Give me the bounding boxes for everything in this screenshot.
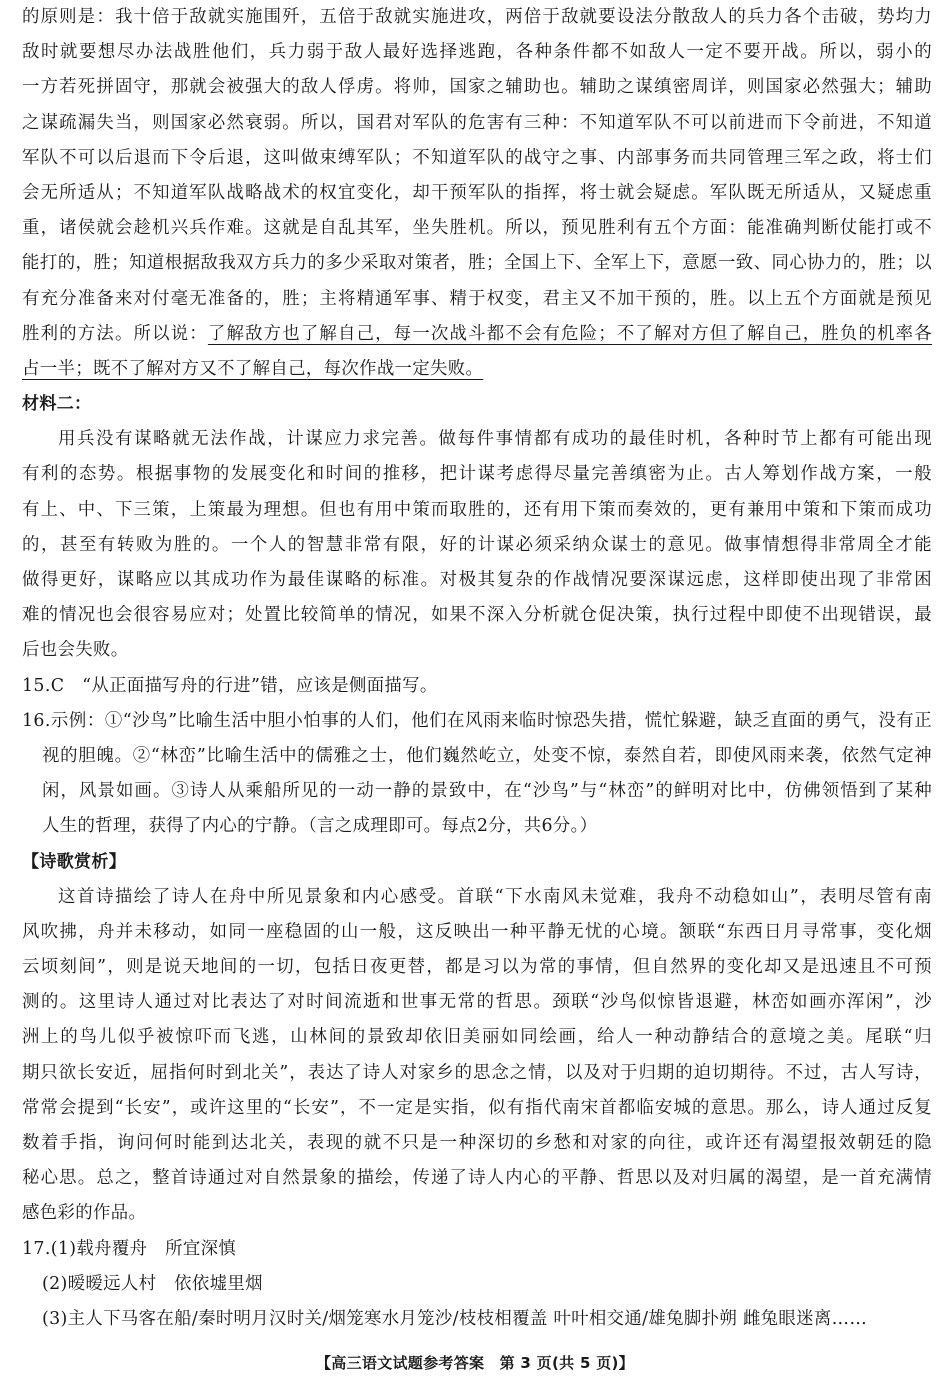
text-line: 的原则是：我十倍于敌就实施围歼，五倍于敌就实施进攻，两倍于敌就要设法分散敌人的兵力各个击破，势均力 [22, 7, 932, 27]
text-line: 军队不可以后退而下令后退，这叫做束缚军队；不知道军队的战守之事、内部事务而共同管理三军之政，将士们 [22, 147, 932, 168]
answer-item: (3)主人下马客在船/秦时明月汉时关/烟笼寒水月笼沙/枝枝相覆盖 叶叶相交通/雄兔脚扑朔 雌兔眼迷离…… [42, 1308, 868, 1329]
text-line [22, 317, 932, 352]
question-17-answer [22, 1232, 932, 1338]
text-line: 常常会提到“长安”，或许这里的“长安”，不一定是实指，似有指代南宋首都临安城的意思。那么，诗人通过反复 [22, 1097, 932, 1118]
question-15-answer: 15.C “从正面描写舟的行进”错，应该是侧面描写。 [22, 675, 438, 696]
section-heading: 【诗歌赏析】 [22, 851, 127, 872]
page-footer: 【高三语文试题参考答案 第 3 页(共 5 页)】 [316, 1354, 634, 1372]
poetry-analysis-section [22, 845, 932, 1232]
text-line: 闲，风景如画。③诗人从乘船所见的一动一静的景致中，在“沙鸟”与“林峦”的鲜明对比中，仿佛领悟到了某种 [42, 781, 932, 802]
question-16-answer [22, 704, 932, 845]
text-line: 做得更好，谋略应以其成功作为最佳谋略的标准。对极其复杂的作战情况要深谋远虑，这样即使出现了非常困 [22, 570, 932, 590]
text-line: 后也会失败。 [22, 640, 129, 661]
text-line: 有充分准备来对付毫无准备的，胜；主将精通军事、精于权变，君主又不加干预的，胜。以上五个方面就是预见 [22, 288, 932, 309]
text-line: 数着手指，询问何时能到达北关，表现的就不只是一种深切的乡愁和对家的向往，或许还有渴望报效朝廷的隐 [22, 1133, 932, 1153]
text-line: 重，诸侯就会趁机兴兵作难。这就是自乱其军，坐失胜机。所以，预见胜利有五个方面：能准确判断仗能打或不 [22, 218, 932, 239]
text-line: 有利的态势。根据事物的发展变化和时间的推移，把计谋考虑得尽量完善缜密为止。古人筹划作战方案，一般 [22, 464, 932, 485]
text-line: 期只欲长安近，屈指何时到北关”，表达了诗人对家乡的思念之情，以及对于归期的迫切期待。不过，古人写诗， [22, 1062, 932, 1083]
text-line [22, 352, 932, 387]
text-line: 敌时就要想尽办法战胜他们，兵力弱于敌人最好选择逃跑，各种条件都不如敌人一定不要开战。所以，弱小的 [22, 42, 932, 63]
material-one-section [22, 0, 932, 387]
text-line: 会无所适从；不知道军队战略战术的权宜变化，却干预军队的指挥，将士就会疑虑。军队既无所适从，又疑虑重 [22, 182, 932, 203]
text-line: 难的情况也会很容易应对；处置比较简单的情况，如果不深入分析就仓促决策，执行过程中即使不出现错误，最 [22, 605, 932, 626]
text-line: 一方若死拼固守，那就会被强大的敌人俘虏。将帅，国家之辅助也。辅助之谋缜密周详，则国家必然强大；辅助 [22, 77, 932, 98]
text-line: 16.示例：①“沙鸟”比喻生活中胆小怕事的人们，他们在风雨来临时惊恐失措，慌忙躲避，缺乏直面的勇气，没有正 [22, 710, 932, 731]
text-line: 云顷刻间”，则是说天地间的一切，包括日夜更替，都是习以为常的事情，但自然界的变化却又是迅速且不可预 [22, 957, 932, 978]
answer-item: (2)暧暧远人村 依依墟里烟 [42, 1273, 263, 1294]
text-line: 用兵没有谋略就无法作战，计谋应力求完善。做每件事情都有成功的最佳时机，各种时节上都有可能出现 [58, 429, 932, 450]
text-line: 洲上的鸟儿似乎被惊吓而飞逃，山林间的景致却依旧美丽如同绘画，给人一种动静结合的意境之美。尾联“归 [22, 1027, 932, 1048]
text-line: 之谋疏漏失当，则国家必然衰弱。所以，国君对军队的危害有三种：不知道军队不可以前进而下令前进，不知道 [22, 112, 932, 133]
underlined-conclusion: 了解敌方也了解自己，每一次战斗都不会有危险；不了解对方但了解自己，胜负的机率各 [207, 323, 932, 344]
text-line: 这首诗描绘了诗人在舟中所见景象和内心感受。首联“下水南风未觉难，我舟不动稳如山”，表明尽管有南 [58, 886, 932, 907]
text-line: 视的胆魄。②“林峦”比喻生活中的儒雅之士，他们巍然屹立，处变不惊，泰然自若，即使风雨来袭，依然气定神 [42, 745, 932, 766]
text-line: 有上、中、下三策，上策最为理想。但也有用中策而取胜的，还有用下策而奏效的，更有兼用中策和下策而成功 [22, 499, 932, 520]
text-line: 的，甚至有转败为胜的。一个人的智慧非常有限，好的计谋必须采纳众谋士的意见。做事情想得非常周全才能 [22, 534, 932, 555]
text-line: 人生的哲理，获得了内心的宁静。（言之成理即可。每点2分，共6分。） [42, 816, 598, 837]
text-line: 秘心思。总之，整首诗通过对自然景象的描绘，传递了诗人内心的平静、哲思以及对归属的渴望，是一首充满情 [22, 1168, 932, 1189]
text-line: 能打的，胜；知道根据敌我双方兵力的多少采取对策者，胜；全国上下、全军上下，意愿一致、同心协力的，胜；以 [22, 253, 932, 274]
underlined-conclusion: 占一半；既不了解对方又不了解自己，每次作战一定失败。 [22, 358, 484, 379]
text-line: 感色彩的作品。 [22, 1203, 147, 1224]
text-line: 风吹拂，舟并未移动，如同一座稳固的山一般，这反映出一种平静无忧的心境。颔联“东西日月寻常事，变化烟 [22, 921, 932, 942]
section-heading: 材料二： [22, 394, 92, 415]
answer-item: 17.(1)载舟覆舟 所宜深慎 [22, 1238, 237, 1259]
text-line: 测的。这里诗人通过对比表达了对时间流逝和世事无常的哲思。颈联“沙鸟似惊皆退避，林峦如画亦浑闲”，沙 [22, 992, 932, 1013]
plain-text: 胜利的方法。所以说： [22, 323, 208, 344]
material-two-section [22, 387, 932, 669]
answer-page [22, 0, 932, 1337]
